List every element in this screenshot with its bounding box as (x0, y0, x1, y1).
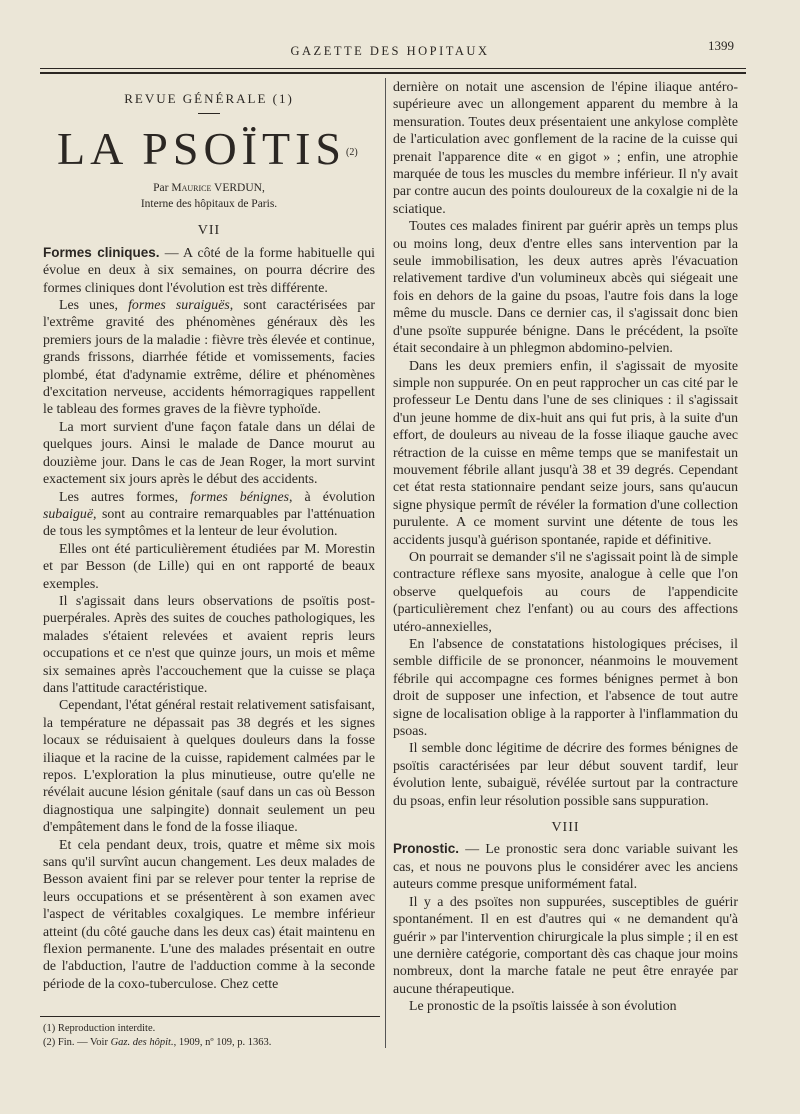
section-lead-pronostic: Pronostic. (393, 841, 460, 857)
paragraph: Elles ont été particulièrement étudiées par M. Morestin et par Besson (de Lille) qui en ont rapporté de beaux exemples. (43, 540, 375, 591)
title-dash (198, 113, 220, 114)
paragraph: dernière on notait une ascension de l'épine iliaque antéro-supérieure avec un allongement apparent du membre à la mensuration. Toutes deux présentaient une ankylose complète de l'articulation avec gonflement de la racine de la cuisse qui prenait l'apparence dite « en gigot » ; enfin, une atrophie marquée de tous les muscles du membre inférieur. Il n'y avait par contre aucun des points douloureux de la coxalgie ni de la sciatique. (393, 79, 738, 216)
paragraph: Il y a des psoïtes non suppurées, susceptibles de guérir spontanément. Il en est d'autres qui « ne demandent qu'à guérir » par l'intervention chirurgicale la plus simple ; il en est une dernière catégorie, comportant dès cas chaque jour moins nombreux, dont la marche fatale ne peut être enrayée par aucune thérapeutique. (393, 893, 738, 996)
article-title-text: LA PSOÏTIS (57, 123, 346, 175)
paragraph: Dans les deux premiers enfin, il s'agissait de myosite simple non suppurée. On en peut rapprocher un cas cité par le professeur Le Dentu dans l'une de ses cliniques : il s'agissait d'un jeune homme de dix-huit ans qui fut pris, à la suite d'un effort, de douleurs au niveau de la fosse iliaque gauche avec rétraction de la cuisse en même temps que se manifestait un mouvement fébrile allant jusqu'à 38 et 39 degrés. Cependant cet état resta stationnaire pendant seize jours, sans qu'aucun signe physique permît de révéler la formation d'une collection purulente. A ce moment survint une détente de tous les accidents jusqu'à guérison spontanée, rapide et définitive. (393, 357, 738, 547)
paragraph: Et cela pendant deux, trois, quatre et même six mois sans qu'il survînt aucun changement. Les deux malades de Besson avaient fini par se relever pour tenter la reprise de leurs occupations et se présentèrent à son examen avec l'aspect de véritables coxalgiques. Le membre inférieur atteint (du côté gauche dans les deux cas) était maintenu en flexion permanente. L'une des malades présentait en outre de l'abduction, l'autre de l'adduction comme à la seconde période de la coxo-tuberculose. Chez cette (43, 836, 375, 991)
paragraph: Il s'agissait dans leurs observations de psoïtis post-puerpérales. Après des suites de couches pathologiques, les malades s'étaient relevées et avaient repris leurs occupations et ce n'est que quinze jours, un mois et même six semaines après l'accouchement que la cuisse se plaça dans l'attitude caractéristique. (43, 592, 375, 695)
right-column (393, 78, 738, 1015)
paragraph: Le pronostic de la psoïtis laissée à son évolution (409, 998, 677, 1014)
paragraph: Formes cliniques. — A côté de la forme habituelle qui évolue en deux à six semaines, on pourra décrire des formes cliniques dont l'évolution est très différente. (43, 244, 375, 295)
column-divider (385, 78, 386, 1048)
section-lead-formes: Formes cliniques. (43, 244, 160, 260)
paragraph: La mort survient d'une façon fatale dans un délai de quelques jours. Ainsi le malade de Dance mourut au douzième jour. Dans le cas de Jean Roger, la mort survint exactement six jours après le début des accidents. (43, 418, 375, 487)
byline-prefix: Par (153, 182, 169, 195)
paragraph: Les autres formes, formes bénignes, à évolution subaiguë, sont au contraire remarquables par l'atténuation de tous les symptômes et la lenteur de leur évolution. (43, 488, 375, 539)
paragraph: Il semble donc légitime de décrire des formes bénignes de psoïtis caractérisées par leur début souvent tardif, leur évolution lente, subaiguë, révélée surtout par la contracture du psoas, enfin leur résolution possible sans suppuration. (393, 740, 738, 808)
journal-header: GAZETTE DES HOPITAUX (290, 44, 490, 58)
paragraph: Pronostic. — Le pronostic sera donc variable suivant les cas, et nous ne pouvons plus le considérer avec les anciens auteurs comme presque uniformément fatal. (393, 841, 738, 892)
paragraph: Les unes, formes suraiguës, sont caractérisées par l'extrême gravité des phénomènes généraux dès les premiers jours de la maladie : fièvre très élevée et continue, grands frissons, diarrhée fétide et vomissements, facies plombé, état d'adynamie extrême, délire et phénomènes d'excitation nerveuse, accidents hémorragiques rappellent le tableau des formes graves de la fièvre typhoïde. (43, 297, 376, 417)
footnote-rule (40, 1016, 380, 1017)
header-rule-thin (40, 68, 746, 69)
footnotes (43, 1022, 373, 1050)
section-heading-viii: VIII (551, 820, 580, 836)
rubric-title: REVUE GÉNÉRALE (1) (124, 91, 294, 106)
paragraph: Toutes ces malades finirent par guérir après un temps plus ou moins long, deux d'entre elles sans intervention par la seule immobilisation, les deux autres après l'évacuation relativement tardive d'un volumineux abcès qui siégeait une fois en dehors de la gaine du psoas, l'autre fois dans la loge même du muscle. Dans ce dernier cas, il s'agissait donc bien d'une psoïte suppurée bénigne. Dans le précédent, la psoïte était secondaire à un phlegmon abdomino-pelvien. (393, 218, 738, 356)
title-footnote-ref: (2) (345, 147, 358, 159)
paragraph: Cependant, l'état général restait relativement satisfaisant, la température ne dépassait pas 38 degrés et les signes locaux se réduisaient à quelques douleurs dans la fosse iliaque et la racine de la cuisse, rapidement calmées par le repos. L'exploration la plus minutieuse, outre qu'elle ne révélait aucune lésion génitale (sauf dans un cas où Besson diagnostiqua une salpingite) donnait seulement un peu d'empâtement dans le fond de la fosse iliaque. (43, 697, 375, 835)
byline (43, 180, 375, 196)
page-number: 1399 (708, 38, 734, 53)
section-heading-vii: VII (197, 223, 221, 239)
header-rule-thick (40, 72, 746, 74)
footnote-2: (2) Fin. — Voir Gaz. des hôpit., 1909, nº 109, p. 1363. (43, 1037, 272, 1048)
author-name: Maurice VERDUN, (171, 182, 265, 195)
author-role: Interne des hôpitaux de Paris. (140, 198, 278, 211)
paragraph: En l'absence de constatations histologiques précises, il semble difficile de se prononcer, néanmoins le mouvement fébrile qui accompagne ces formes bénignes permet à bon droit de supposer une infection, et l'absence de tout autre signe de localisation oblige à la rapporter à l'inflammation du psoas. (393, 636, 738, 739)
paragraph: On pourrait se demander s'il ne s'agissait point là de simple contracture réflexe sans myosite, analogue à celle que l'on observe quelquefois au cours de l'appendicite (particulièrement chez l'enfant) ou au cours des affections utéro-annexielles, (393, 548, 738, 634)
left-column (43, 84, 375, 992)
article-title (57, 124, 375, 174)
footnote-1: (1) Reproduction interdite. (43, 1023, 156, 1034)
